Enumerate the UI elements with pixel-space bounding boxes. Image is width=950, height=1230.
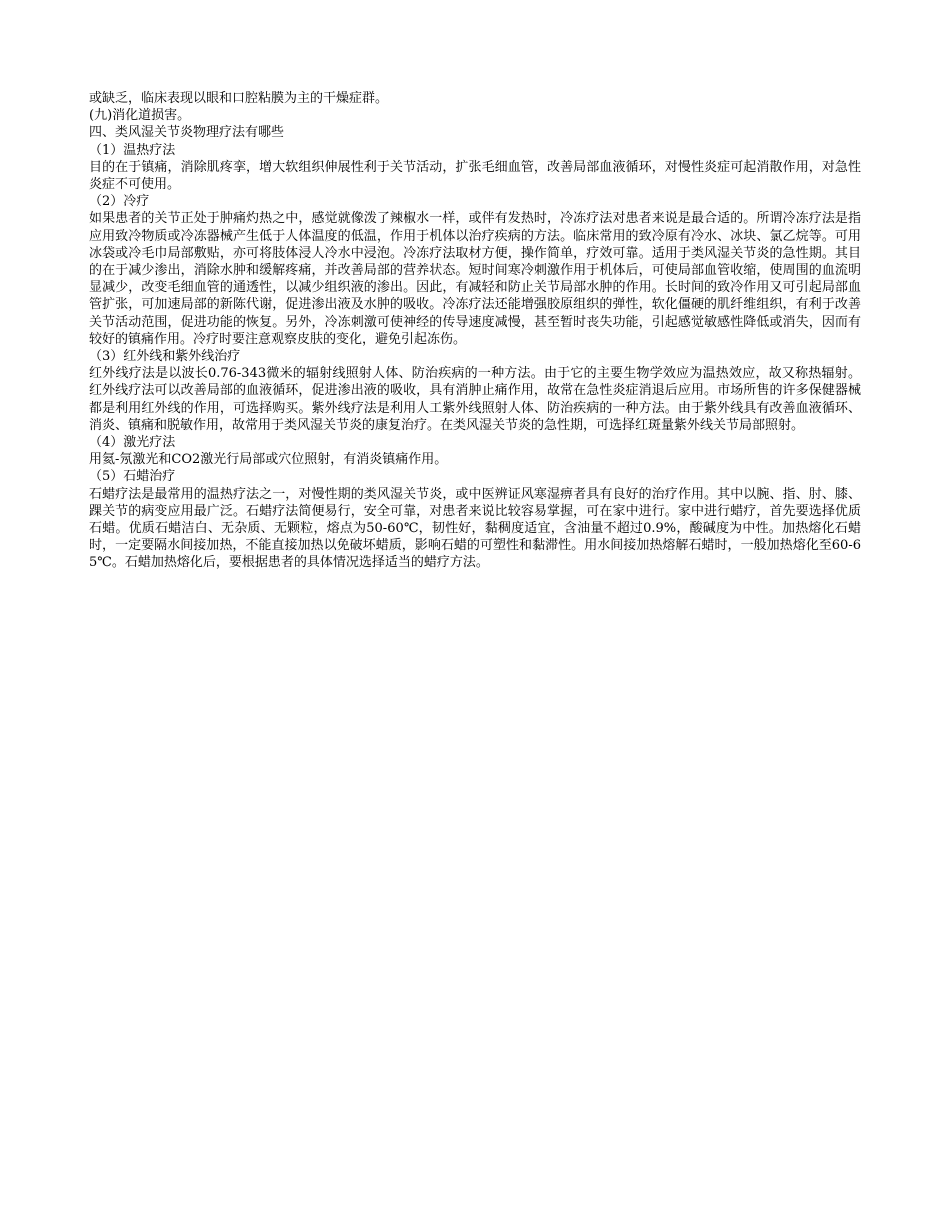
paragraph-cold-therapy: 如果患者的关节正处于肿痛灼热之中，感觉就像泼了辣椒水一样，或伴有发热时，冷冻疗法对患者来说是最合适的。所谓冷冻疗法是指应用致冷物质或冷冻器械产生低于人体温度的低温，作用于机体以治疗疾病的方法。临床常用的致冷原有冷水、冰块、氯乙烷等。可用冰袋或冷毛巾局部敷贴，亦可将肢体浸人冷水中浸泡。冷冻疗法取材方便，操作简单，疗效可靠。适用于类风湿关节炎的急性期。其目的在于减少渗出，消除水肿和缓解疼痛，并改善局部的营养状态。短时间寒冷刺激作用于机体后，可使局部血管收缩，使周围的血流明显减少，改变毛细血管的通透性，以减少组织液的渗出。因此，有减轻和防止关节局部水肿的作用。长时间的致冷作用又可引起局部血管扩张，可加速局部的新陈代谢，促进渗出液及水肿的吸收。冷冻疗法还能增强胶原组织的弹性，软化僵硬的肌纤维组织，有利于改善关节活动范围，促进功能的恢复。另外，冷冻刺激可使神经的传导速度减慢，甚至暂时丧失功能，引起感觉敏感性降低或消失，因而有较好的镇痛作用。冷疗时要注意观察皮肤的变化，避免引起冻伤。 <box>89 211 861 347</box>
paragraph-sjogren-tail: 或缺乏，临床表现以眼和口腔粘膜为主的干燥症群。 <box>89 91 389 106</box>
document-body <box>89 90 861 572</box>
subheading-infrared-ultraviolet: （3）红外线和紫外线治疗 <box>89 349 241 365</box>
paragraph-paraffin-therapy: 石蜡疗法是最常用的温热疗法之一，对慢性期的类风湿关节炎，或中医辨证风寒湿痹者具有良好的治疗作用。其中以腕、指、肘、膝、踝关节的病变应用最广泛。石蜡疗法简便易行，安全可靠，对患者来说比较容易掌握，可在家中进行。家中进行蜡疗，首先要选择优质石蜡。优质石蜡洁白、无杂质、无颗粒，熔点为50-60℃，韧性好，黏稠度适宜，含油量不超过0.9%，酸碱度为中性。加热熔化石蜡时，一定要隔水间接加热，不能直接加热以免破坏蜡质，影响石蜡的可塑性和黏滞性。用水间接加热熔解石蜡时，一般加热熔化至60-65℃。石蜡加热熔化后，要根据患者的具体情况选择适当的蜡疗方法。 <box>89 486 861 571</box>
paragraph-laser-therapy: 用氦-氖激光和CO2激光行局部或穴位照射，有消炎镇痛作用。 <box>89 452 448 468</box>
paragraph-heat-therapy: 目的在于镇痛，消除肌疼挛，增大软组织伸展性利于关节活动，扩张毛细血管，改善局部血液循环，对慢性炎症可起消散作用，对急性炎症不可使用。 <box>89 159 861 193</box>
section-heading-physical-therapy: 四、类风湿关节炎物理疗法有哪些 <box>89 125 285 141</box>
subheading-cold-therapy: （2）冷疗 <box>89 194 150 210</box>
paragraph-infrared-ultraviolet: 红外线疗法是以波长0.76-343微米的辐射线照射人体、防治疾病的一种方法。由于它的主要生物学效应为温热效应，故又称热辐射。红外线疗法可以改善局部的血液循环，促进渗出液的吸收，具有消肿止痛作用，故常在急性炎症消退后应用。市场所售的许多保健器械都是利用红外线的作用，可选择购买。紫外线疗法是利用人工紫外线照射人体、防治疾病的一种方法。由于紫外线具有改善血液循环、消炎、镇痛和脱敏作用，故常用于类风湿关节炎的康复治疗。在类风湿关节炎的急性期，可选择红斑量紫外线关节局部照射。 <box>89 366 861 433</box>
subheading-paraffin-therapy: （5）石蜡治疗 <box>89 469 176 485</box>
subheading-digestive-damage: (九)消化道损害。 <box>89 108 191 124</box>
subheading-laser-therapy: （4）激光疗法 <box>89 435 176 451</box>
subheading-heat-therapy: （1）温热疗法 <box>89 142 176 158</box>
